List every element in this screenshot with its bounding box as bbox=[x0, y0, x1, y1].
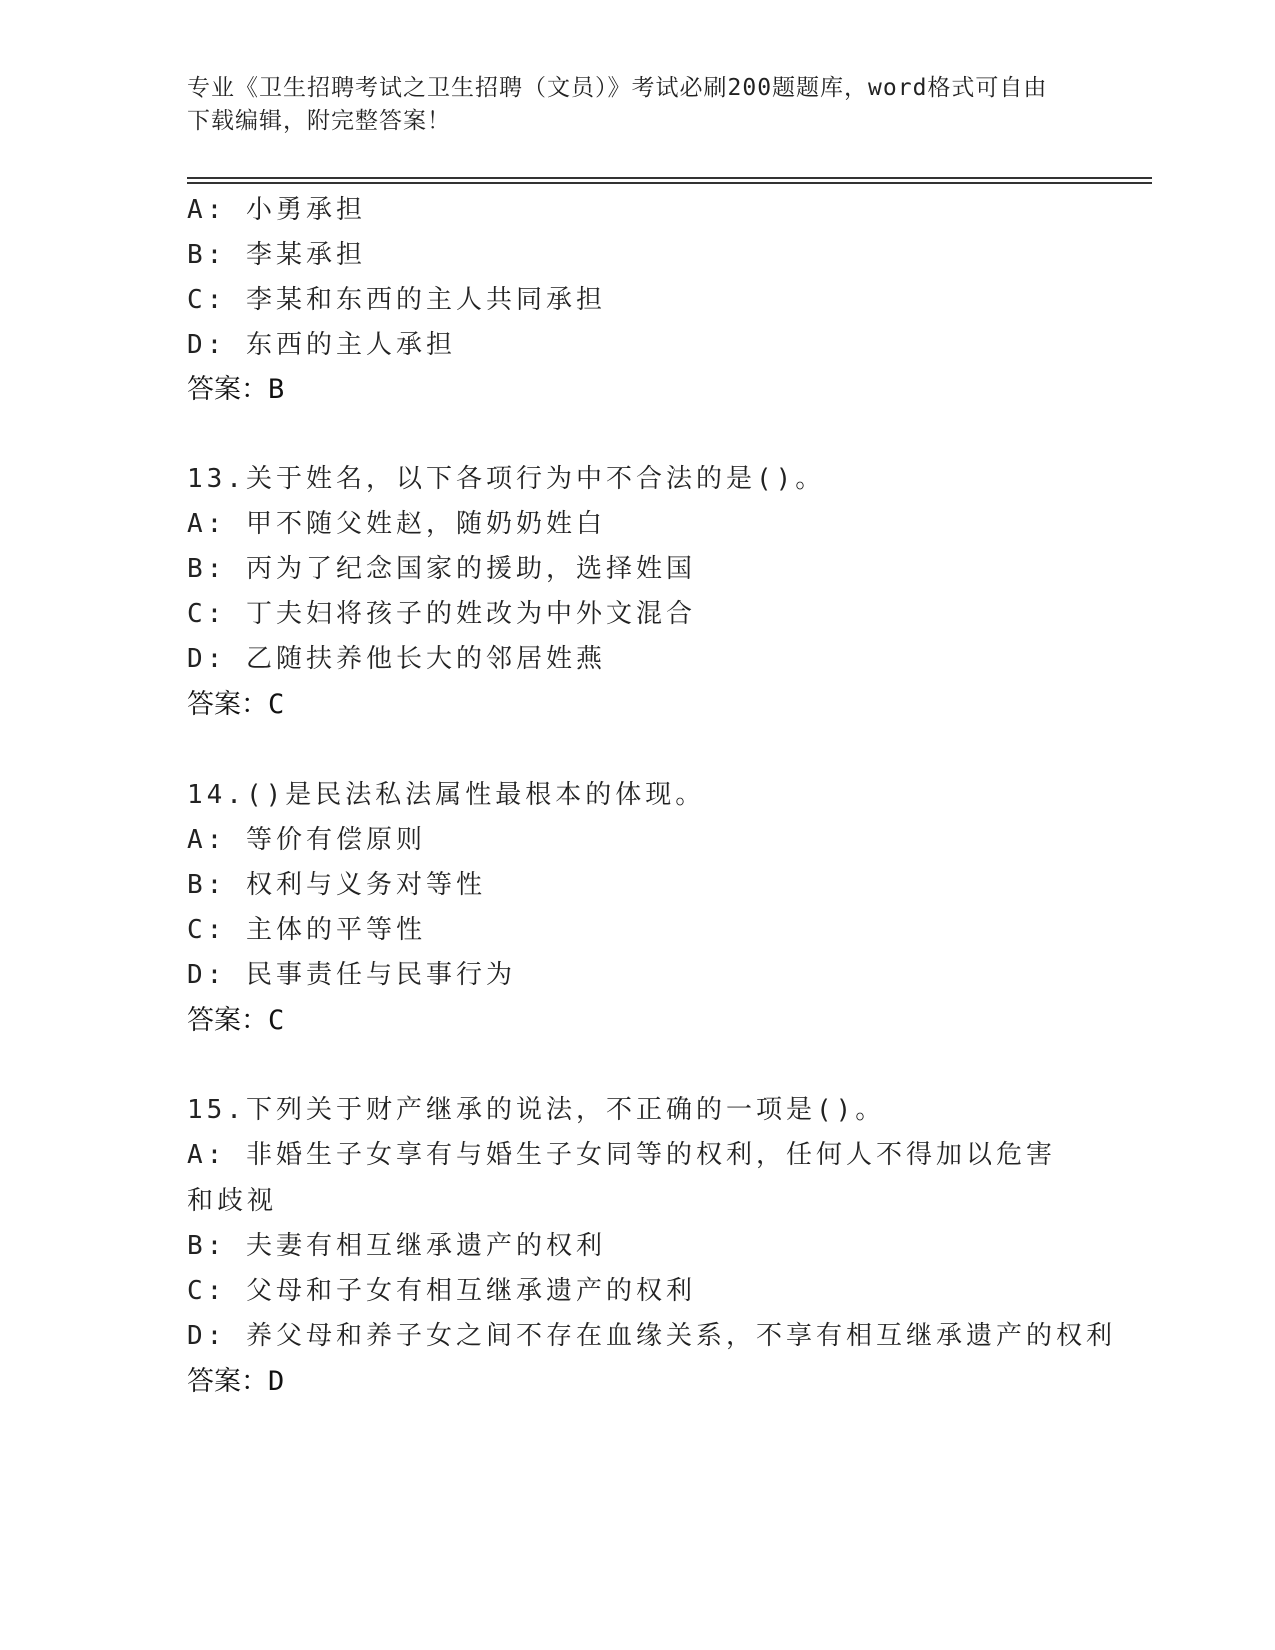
q14-answer-label: 答案： bbox=[187, 1005, 268, 1036]
q14-answer-value: C bbox=[268, 1005, 285, 1036]
q14-option-c: C: 主体的平等性 bbox=[187, 915, 426, 945]
document-header: 专业《卫生招聘考试之卫生招聘（文员）》考试必刷200题题库，word格式可自由下载编辑，附完整答案！ bbox=[187, 75, 1048, 134]
q15-option-d: D: 养父母和养子女之间不存在血缘关系，不享有相互继承遗产的权利 bbox=[187, 1321, 1116, 1351]
q15-answer bbox=[187, 1365, 284, 1399]
q13-answer-value: C bbox=[268, 689, 285, 720]
q12-option-d: D: 东西的主人承担 bbox=[187, 330, 456, 360]
header-rule-top bbox=[187, 177, 1152, 179]
q12-answer-label: 答案： bbox=[187, 374, 268, 405]
q14-question: 14.()是民法私法属性最根本的体现。 bbox=[187, 780, 706, 810]
q13-option-c: C: 丁夫妇将孩子的姓改为中外文混合 bbox=[187, 599, 696, 629]
q15-option-b: B: 夫妻有相互继承遗产的权利 bbox=[187, 1231, 606, 1261]
q13-option-a: A: 甲不随父姓赵，随奶奶姓白 bbox=[187, 509, 606, 539]
q13-option-d: D: 乙随扶养他长大的邻居姓燕 bbox=[187, 644, 606, 674]
q15-option-c: C: 父母和子女有相互继承遗产的权利 bbox=[187, 1276, 696, 1306]
q15-answer-label: 答案： bbox=[187, 1366, 268, 1397]
q13-answer-label: 答案： bbox=[187, 689, 268, 720]
q13-option-b: B: 丙为了纪念国家的援助，选择姓国 bbox=[187, 554, 696, 584]
q13-answer bbox=[187, 688, 284, 722]
q12-answer bbox=[187, 373, 284, 407]
q12-option-b: B: 李某承担 bbox=[187, 240, 366, 270]
header-rule-bottom bbox=[187, 182, 1152, 184]
q12-option-c: C: 李某和东西的主人共同承担 bbox=[187, 285, 606, 315]
q13-question: 13.关于姓名，以下各项行为中不合法的是()。 bbox=[187, 464, 826, 494]
q12-option-a: A: 小勇承担 bbox=[187, 195, 366, 225]
q14-option-b: B: 权利与义务对等性 bbox=[187, 870, 486, 900]
q14-option-a: A: 等价有偿原则 bbox=[187, 825, 426, 855]
q15-question: 15.下列关于财产继承的说法，不正确的一项是()。 bbox=[187, 1095, 886, 1125]
q12-answer-value: B bbox=[268, 374, 285, 405]
q15-answer-value: D bbox=[268, 1366, 285, 1397]
q14-option-d: D: 民事责任与民事行为 bbox=[187, 960, 516, 990]
q15-option-a: A: 非婚生子女享有与婚生子女同等的权利，任何人不得加以危害和歧视 bbox=[187, 1140, 1056, 1216]
q14-answer bbox=[187, 1004, 284, 1038]
